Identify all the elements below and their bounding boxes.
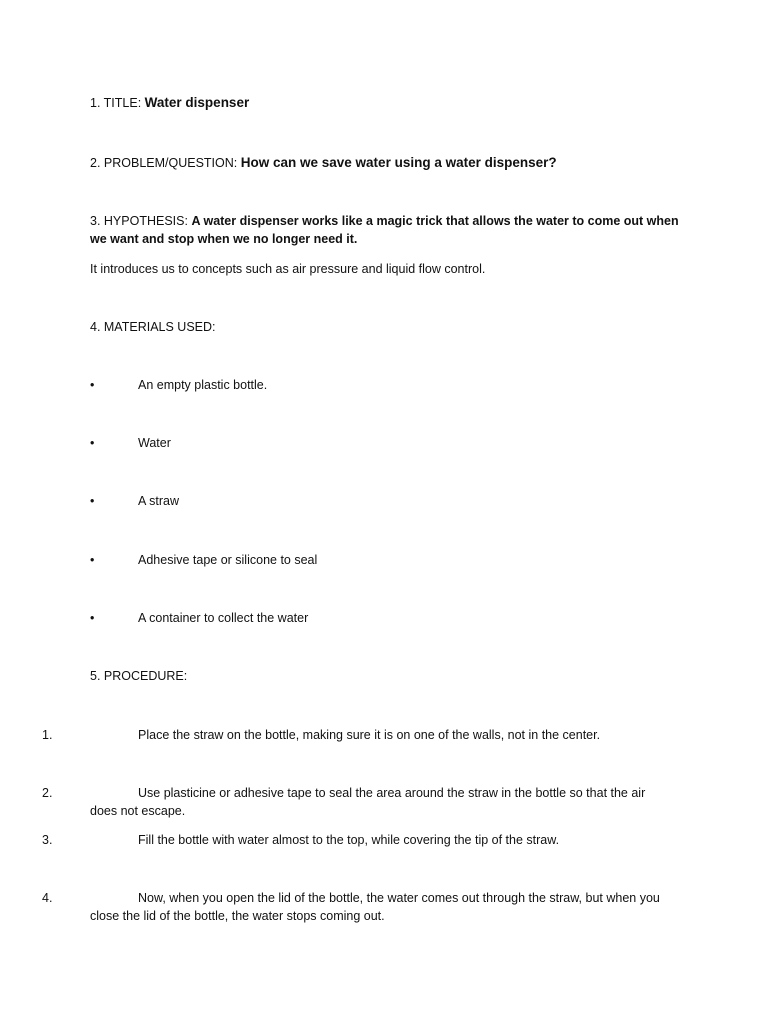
step-text: Use plasticine or adhesive tape to seal the area around the straw in the bottle so that the air does not escape. xyxy=(90,786,646,818)
procedure-heading: 5. PROCEDURE: xyxy=(90,669,188,683)
materials-heading: 4. MATERIALS USED: xyxy=(90,320,216,334)
bullet-icon: • xyxy=(90,553,95,567)
step-number: 1. xyxy=(42,728,53,742)
procedure-step xyxy=(42,726,670,744)
problem-value: How can we save water using a water dispenser? xyxy=(240,155,557,170)
step-number: 3. xyxy=(42,833,53,847)
title-line xyxy=(90,94,680,112)
bullet-icon: • xyxy=(90,378,95,392)
step-text: Place the straw on the bottle, making sure it is on one of the walls, not in the center. xyxy=(138,728,601,742)
hypothesis-note: It introduces us to concepts such as air pressure and liquid flow control. xyxy=(90,262,486,276)
title-label: 1. TITLE: xyxy=(90,96,142,110)
material-text: Adhesive tape or silicone to seal xyxy=(138,553,318,567)
material-text: A container to collect the water xyxy=(138,611,309,625)
hypothesis-line xyxy=(90,212,680,248)
procedure-step xyxy=(42,831,670,849)
material-text: A straw xyxy=(138,494,179,508)
step-number: 4. xyxy=(42,891,53,905)
bullet-icon: • xyxy=(90,611,95,625)
problem-line xyxy=(90,154,680,172)
title-value: Water dispenser xyxy=(144,95,250,110)
bullet-icon: • xyxy=(90,436,95,450)
step-text: Fill the bottle with water almost to the top, while covering the tip of the straw. xyxy=(138,833,560,847)
material-text: Water xyxy=(138,436,171,450)
procedure-step xyxy=(42,784,670,820)
hypothesis-value: A water dispenser works like a magic trick that allows the water to come out when we want and stop when we no longer need it. xyxy=(90,214,679,246)
material-text: An empty plastic bottle. xyxy=(138,378,268,392)
procedure-step xyxy=(42,889,670,925)
bullet-icon: • xyxy=(90,494,95,508)
hypothesis-label: 3. HYPOTHESIS: xyxy=(90,214,188,228)
problem-label: 2. PROBLEM/QUESTION: xyxy=(90,156,238,170)
step-number: 2. xyxy=(42,786,53,800)
step-text: Now, when you open the lid of the bottle, the water comes out through the straw, but when you close the lid of the bottle, the water stops coming out. xyxy=(90,891,660,923)
